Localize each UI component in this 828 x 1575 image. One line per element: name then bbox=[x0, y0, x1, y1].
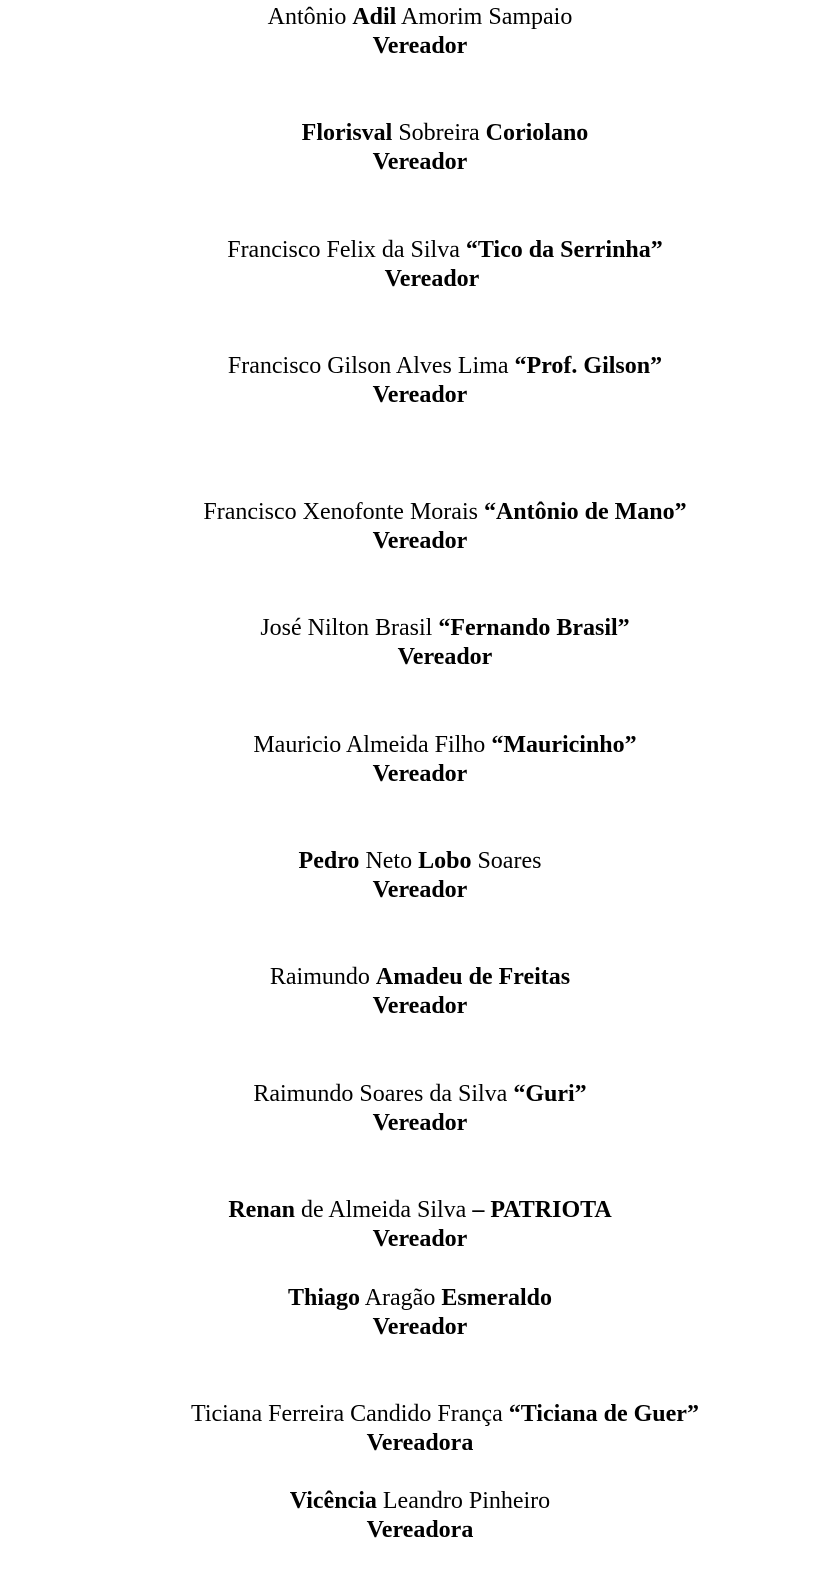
name-part: Aragão bbox=[360, 1285, 442, 1311]
name-part: “Fernando Brasil” bbox=[438, 615, 630, 641]
name-part: Thiago bbox=[287, 1285, 361, 1311]
name-part: Soares bbox=[471, 848, 542, 874]
name-part: “Antônio de Mano” bbox=[483, 499, 687, 525]
signatory-name bbox=[6, 1196, 828, 1225]
signatory-entry bbox=[0, 498, 828, 556]
name-part: Ticiana Ferreira Candido França bbox=[191, 1401, 509, 1427]
name-part: “Tico da Serrinha” bbox=[465, 237, 663, 263]
signatory-role: Vereador bbox=[372, 877, 468, 903]
signatory-role: Vereador bbox=[372, 1110, 468, 1136]
name-part: Esmeraldo bbox=[441, 1285, 552, 1311]
name-part: Leandro Pinheiro bbox=[376, 1488, 551, 1514]
name-part: Amorim Sampaio bbox=[396, 4, 573, 30]
signatory-role: Vereador bbox=[372, 1314, 468, 1340]
name-part: Francisco Gilson Alves Lima bbox=[227, 353, 515, 379]
signatory-role: Vereadora bbox=[366, 1517, 474, 1543]
signatory-entry bbox=[0, 1400, 828, 1458]
signatory-role: Vereador bbox=[372, 1226, 468, 1252]
signatory-entry bbox=[0, 1196, 828, 1254]
signatory-role: Vereador bbox=[372, 761, 468, 787]
name-part: “Prof. Gilson” bbox=[514, 353, 663, 379]
name-part: Renan bbox=[228, 1197, 296, 1223]
name-part: Vicência bbox=[289, 1488, 377, 1514]
signatory-role: Vereador bbox=[384, 266, 480, 292]
signatory-name bbox=[31, 236, 828, 265]
name-part: Lobo bbox=[418, 848, 472, 874]
name-part: Raimundo bbox=[269, 964, 376, 990]
signatory-entry bbox=[0, 614, 828, 672]
name-part: Florisval bbox=[301, 120, 393, 146]
name-part: “Guri” bbox=[513, 1081, 587, 1107]
signatory-name bbox=[31, 119, 828, 148]
signatory-role: Vereador bbox=[372, 149, 468, 175]
signatory-name bbox=[6, 847, 828, 876]
signatory-entry bbox=[0, 352, 828, 410]
signatory-role: Vereador bbox=[372, 382, 468, 408]
signatory-entry bbox=[0, 119, 828, 177]
name-part: Sobreira bbox=[392, 120, 486, 146]
signatory-role: Vereador bbox=[397, 644, 493, 670]
signatory-name bbox=[31, 614, 828, 643]
signatory-name bbox=[31, 1400, 828, 1429]
name-part: Francisco Felix da Silva bbox=[227, 237, 466, 263]
signatory-role: Vereador bbox=[372, 993, 468, 1019]
name-part: “Mauricinho” bbox=[491, 732, 637, 758]
name-part: Pedro bbox=[298, 848, 360, 874]
name-part: Raimundo Soares da Silva bbox=[253, 1081, 514, 1107]
signatory-entry bbox=[0, 731, 828, 789]
signatory-role: Vereador bbox=[372, 528, 468, 554]
signatory-entry bbox=[0, 963, 828, 1021]
signatory-entry bbox=[0, 1080, 828, 1138]
signatory-name bbox=[6, 963, 828, 992]
name-part: Mauricio Almeida Filho bbox=[253, 732, 492, 758]
name-part: Francisco Xenofonte Morais bbox=[203, 499, 484, 525]
name-part: José Nilton Brasil bbox=[260, 615, 439, 641]
signatory-role: Vereador bbox=[372, 33, 468, 59]
signatory-entry bbox=[0, 1284, 828, 1342]
signatory-name bbox=[31, 352, 828, 381]
name-part: de Almeida Silva bbox=[295, 1197, 473, 1223]
name-part: Adil bbox=[352, 4, 397, 30]
signatory-name bbox=[31, 731, 828, 760]
name-part: Neto bbox=[359, 848, 419, 874]
signatory-role: Vereadora bbox=[366, 1430, 474, 1456]
name-part: Coriolano bbox=[485, 120, 589, 146]
signatory-name bbox=[6, 3, 828, 32]
signatory-name bbox=[6, 1487, 828, 1516]
signatory-name bbox=[6, 1080, 828, 1109]
signatory-name bbox=[6, 1284, 828, 1313]
signatory-entry bbox=[0, 1487, 828, 1545]
name-part: – PATRIOTA bbox=[472, 1197, 612, 1223]
signatory-entry bbox=[0, 3, 828, 61]
name-part: Amadeu de Freitas bbox=[375, 964, 571, 990]
name-part: Antônio bbox=[267, 4, 353, 30]
signatory-entry bbox=[0, 847, 828, 905]
name-part: “Ticiana de Guer” bbox=[508, 1401, 699, 1427]
signatory-entry bbox=[0, 236, 828, 294]
signatory-name bbox=[31, 498, 828, 527]
